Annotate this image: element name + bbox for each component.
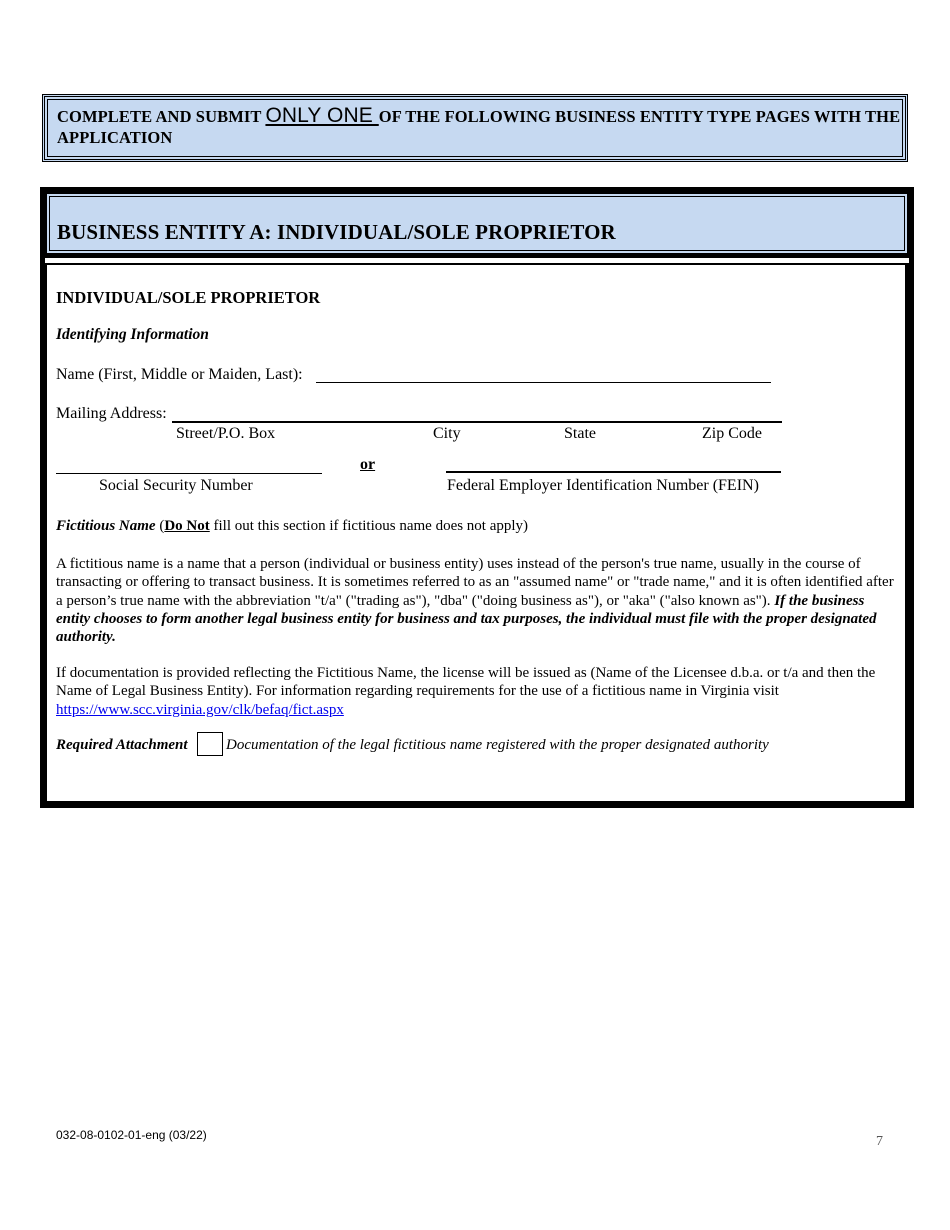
- zip-caption: Zip Code: [702, 425, 762, 442]
- page-number: 7: [876, 1134, 883, 1149]
- instruction-banner: [42, 94, 908, 162]
- banner-emphasis: ONLY ONE: [265, 104, 379, 127]
- form-code: 032-08-0102-01-eng (03/22): [56, 1128, 207, 1142]
- banner-text-before: COMPLETE AND SUBMIT: [57, 107, 266, 126]
- attachment-description: Documentation of the legal fictitious name registered with the proper designated authority: [226, 737, 769, 753]
- entity-title: BUSINESS ENTITY A: INDIVIDUAL/SOLE PROPRIETOR: [57, 220, 616, 244]
- fein-caption: Federal Employer Identification Number (FEIN): [447, 477, 759, 494]
- mailing-address-label: Mailing Address:: [56, 405, 167, 422]
- documentation-note: [56, 664, 896, 719]
- fictitious-paren: (: [155, 518, 165, 534]
- required-attachment-label: Required Attachment: [56, 737, 188, 753]
- name-field[interactable]: [316, 382, 771, 383]
- scc-fictitious-name-link[interactable]: https://www.scc.virginia.gov/clk/befaq/fict.aspx: [56, 701, 344, 718]
- identifying-heading: Identifying Information: [56, 326, 209, 343]
- ssn-field[interactable]: [56, 473, 322, 474]
- fictitious-heading-line: [56, 518, 528, 535]
- entity-header: [45, 192, 909, 258]
- state-caption: State: [564, 425, 596, 442]
- fictitious-heading: Fictitious Name: [56, 518, 156, 534]
- fictitious-description: [56, 555, 896, 646]
- section-heading: INDIVIDUAL/SOLE PROPRIETOR: [56, 288, 321, 307]
- name-label: Name (First, Middle or Maiden, Last):: [56, 366, 303, 383]
- banner-text-after: OF THE FOLLOWING BUSINESS ENTITY TYPE PAGES WITH THE APPLICATION: [57, 107, 901, 147]
- fictitious-heading-rest: fill out this section if fictitious name does not apply): [209, 518, 529, 534]
- do-not-label: Do Not: [164, 518, 210, 534]
- street-caption: Street/P.O. Box: [176, 425, 276, 442]
- fictitious-description-text: A fictitious name is a name that a person (individual or business entity) uses instead of the person's true name, usually in the course of transacting or offering to transact business. It is sometimes referred to as an "assumed name" or "trade name," and it is often identified after a person’s true name with the abbreviation "t/a" ("trading as"), "dba" ("doing business as"), or "aka" ("also known as").: [56, 556, 894, 609]
- attachment-checkbox[interactable]: [197, 732, 223, 756]
- mailing-address-field[interactable]: [172, 421, 782, 423]
- fictitious-description-emphasis: If the business entity chooses to form another legal business entity for business and tax purposes, the individual must file with the proper designated authority.: [56, 592, 877, 646]
- city-caption: City: [433, 425, 461, 442]
- ssn-caption: Social Security Number: [99, 477, 253, 494]
- banner-text: [57, 105, 902, 148]
- documentation-note-text: If documentation is provided reflecting the Fictitious Name, the license will be issued as (Name of the Licensee d.b.a. or t/a and then the Name of Legal Business Entity). For information regarding requirements for the use of a fictitious name in Virginia visit: [56, 665, 876, 700]
- or-label: or: [360, 456, 376, 473]
- fein-field[interactable]: [446, 471, 781, 473]
